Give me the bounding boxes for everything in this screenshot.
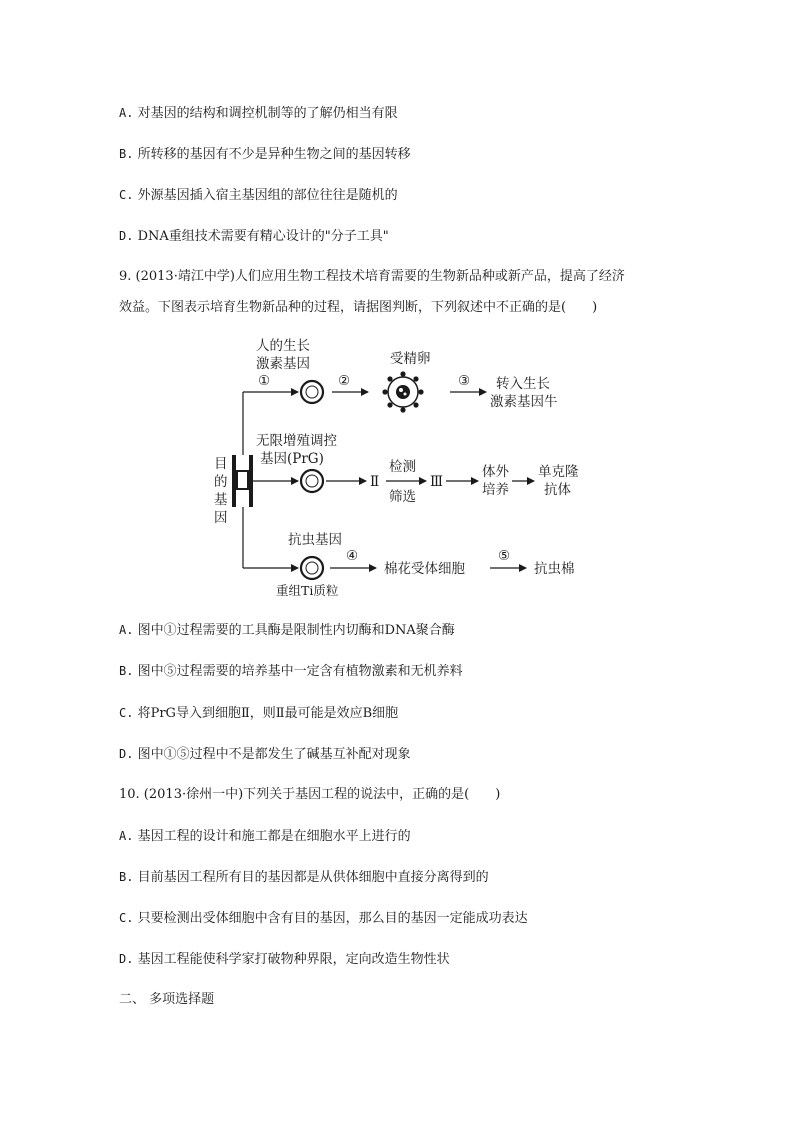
- plasmid-icon: [301, 470, 323, 492]
- section-title: 二、 多项选择题: [119, 992, 215, 1007]
- option-letter: A.: [119, 829, 134, 843]
- middle-plasmid-label-2: 基因(PrG): [260, 451, 324, 467]
- option-letter: B.: [119, 147, 134, 161]
- option-letter: A.: [119, 106, 134, 120]
- q8-option-a: [119, 104, 398, 123]
- q10-option-d: [119, 950, 450, 969]
- q10-option-a: [119, 827, 411, 846]
- q9-stem-line1: 9. (2013·靖江中学)人们应用生物工程技术培育需要的生物新品种或新产品，提高了经济: [119, 269, 625, 284]
- option-text: 外源基因插入宿主基因组的部位往往是随机的: [137, 188, 398, 203]
- option-letter: A.: [119, 623, 134, 637]
- q8-option-d: [119, 227, 389, 246]
- target-gene-label-4: 因: [214, 510, 228, 526]
- q9-option-a: [119, 621, 455, 640]
- step-3-label: ③: [458, 373, 471, 389]
- cell-iii-label: Ⅲ: [430, 474, 444, 490]
- option-letter: C.: [119, 188, 134, 202]
- option-text: DNA重组技术需要有精心设计的"分子工具": [137, 229, 389, 244]
- option-text: 将PrG导入到细胞Ⅱ，则Ⅱ最可能是效应B细胞: [137, 706, 399, 721]
- culture-label-1: 体外: [482, 464, 509, 480]
- bottom-plasmid-top-label: 抗虫基因: [288, 532, 342, 548]
- target-gene-label-1: 目: [214, 456, 228, 472]
- step-1-label: ①: [258, 373, 271, 389]
- fertilized-egg-icon: [382, 371, 423, 412]
- q10-stem: 10. (2013·徐州一中)下列关于基因工程的说法中，正确的是( ): [119, 787, 501, 802]
- target-gene-label-3: 基: [214, 492, 228, 508]
- target-gene-dna-icon: [232, 455, 253, 507]
- q9-stem-line2: 效益。下图表示培育生物新品种的过程，请据图判断，下列叙述中不正确的是( ): [119, 300, 598, 315]
- cell-ii-label: Ⅱ: [370, 474, 380, 490]
- transgenic-cow-label-2: 激素基因牛: [490, 394, 558, 410]
- q8-option-b: [119, 145, 411, 164]
- option-text: 所转移的基因有不少是异种生物之间的基因转移: [137, 147, 411, 162]
- option-letter: D.: [119, 229, 134, 243]
- option-text: 基因工程的设计和施工都是在细胞水平上进行的: [137, 829, 411, 844]
- antibody-label-2: 抗体: [544, 482, 571, 498]
- middle-plasmid-label-1: 无限增殖调控: [256, 433, 337, 449]
- q10-option-c: [119, 909, 528, 928]
- fertilized-egg-label: 受精卵: [390, 351, 431, 367]
- q9-option-b: [119, 662, 463, 681]
- genetic-engineering-diagram: [200, 330, 600, 598]
- q9-option-c: [119, 704, 398, 723]
- top-plasmid-label-2: 激素基因: [256, 356, 310, 372]
- option-text: 对基因的结构和调控机制等的了解仍相当有限: [137, 106, 398, 121]
- cotton-cell-label: 棉花受体细胞: [384, 561, 465, 577]
- step-2-label: ②: [338, 373, 351, 389]
- plasmid-icon: [301, 381, 323, 403]
- q8-option-c: [119, 186, 398, 205]
- option-letter: C.: [119, 706, 134, 720]
- transgenic-cow-label-1: 转入生长: [496, 376, 550, 392]
- q9-option-d: [119, 745, 411, 764]
- q10-option-b: [119, 868, 489, 887]
- option-letter: D.: [119, 952, 134, 966]
- option-text: 图中①过程需要的工具酶是限制性内切酶和DNA聚合酶: [137, 623, 455, 638]
- screen-label: 筛选: [389, 489, 416, 505]
- insect-cotton-label: 抗虫棉: [534, 561, 575, 577]
- option-text: 目前基因工程所有目的基因都是从供体细胞中直接分离得到的: [137, 870, 489, 885]
- option-letter: B.: [119, 870, 134, 884]
- option-text: 图中⑤过程需要的培养基中一定含有植物激素和无机养料: [137, 664, 463, 679]
- option-letter: B.: [119, 664, 134, 678]
- option-letter: C.: [119, 911, 134, 925]
- step-4-label: ④: [346, 548, 359, 564]
- top-plasmid-label-1: 人的生长: [256, 338, 310, 354]
- option-text: 图中①⑤过程中不是都发生了碱基互补配对现象: [137, 747, 411, 762]
- option-letter: D.: [119, 747, 134, 761]
- target-gene-label-2: 的: [214, 474, 228, 490]
- plasmid-icon: [301, 557, 323, 579]
- option-text: 基因工程能使科学家打破物种界限，定向改造生物性状: [137, 952, 450, 967]
- culture-label-2: 培养: [482, 482, 509, 498]
- step-5-label: ⑤: [498, 548, 511, 564]
- bottom-plasmid-bottom-label: 重组Ti质粒: [276, 583, 339, 598]
- option-text: 只要检测出受体细胞中含有目的基因，那么目的基因一定能成功表达: [137, 911, 528, 926]
- detect-label: 检测: [389, 459, 416, 475]
- antibody-label-1: 单克隆: [538, 464, 579, 480]
